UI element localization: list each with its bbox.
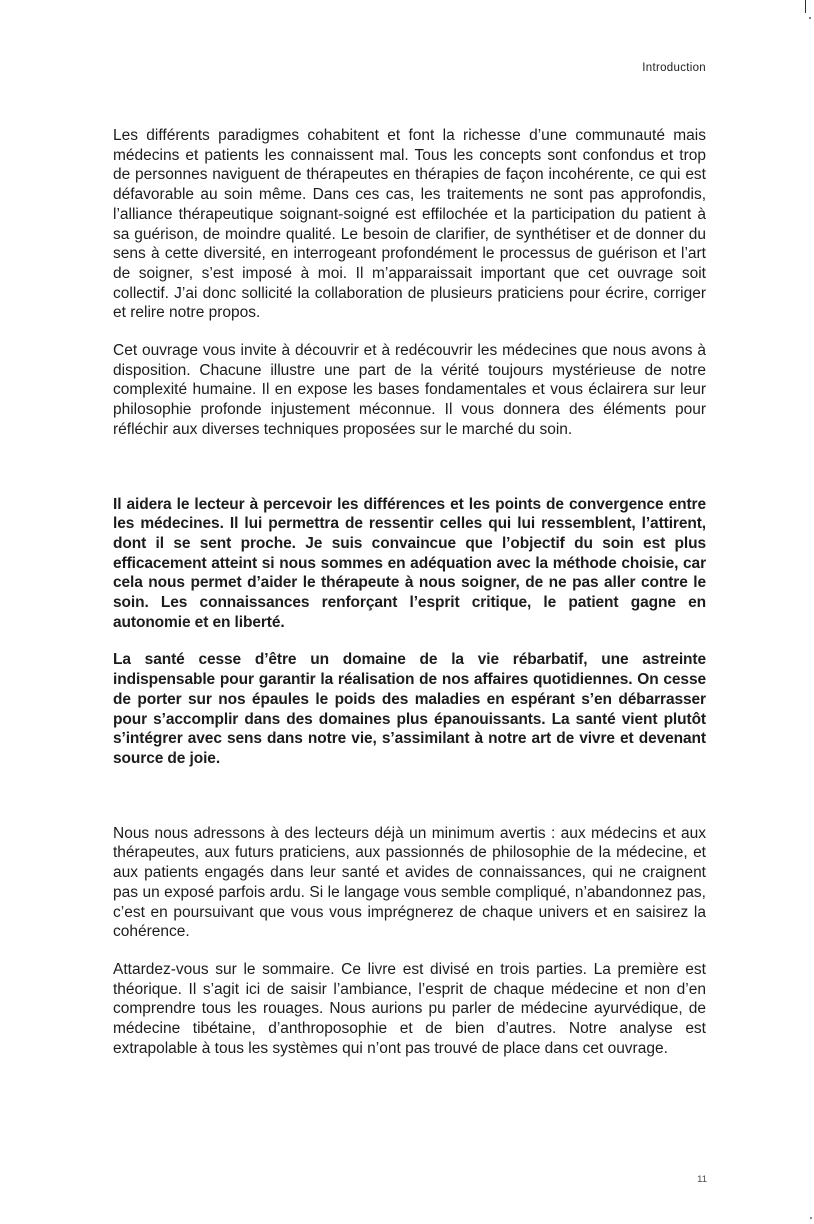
crop-mark (805, 0, 806, 13)
body-paragraph: Attardez-vous sur le sommaire. Ce livre est divisé en trois parties. La première est théorique. Il s’agit ici de saisir l’ambiance, l’esprit de chaque médecine et non d’en comprendre tous les rouages. Nous aurions pu parler de médecine ayurvédique, de médecine tibétaine, d’anthroposophie et de bien d’autres. Notre analyse est extrapolable à tous les systèmes qui n’ont pas trouvé de place dans cet ouvrage. (113, 960, 706, 1057)
crop-mark (809, 17, 811, 19)
body-paragraph: Nous nous adressons à des lecteurs déjà un minimum avertis : aux médecins et aux thérapeutes, aux futurs praticiens, aux passionnés de philosophie de la médecine, et aux patients engagés dans leur santé et avides de connaissances, qui ne craignent pas un exposé parfois ardu. Si le langage vous semble compliqué, n’abandonnez pas, c’est en poursuivant que vous vous imprégnerez de chaque univers et en saisirez la cohérence. (113, 824, 706, 941)
body-paragraph: Les différents paradigmes cohabitent et font la richesse d’une communauté mais médecins et patients les connaissent mal. Tous les concepts sont confondus et trop de personnes naviguent de thérapeutes en thérapies de façon incohérente, ce qui est défavorable au soin même. Dans ces cas, les traitements ne sont pas approfondis, l’alliance thérapeutique soignant-soigné est effilochée et la participation du patient à sa guérison, de moindre qualité. Le besoin de clarifier, de synthétiser et de donner du sens à cette diversité, en interrogeant profondément le processus de guérison et l’art de soigner, s’est imposé à moi. Il m’apparaissait important que cet ouvrage soit collectif. J’ai donc sollicité la collaboration de plusieurs praticiens pour écrire, corriger et relire notre propos. (113, 127, 706, 322)
body-paragraph-emphasis: La santé cesse d’être un domaine de la vie rébarbatif, une astreinte indispensable pour garantir la réalisation de nos affaires quotidiennes. On cesse de porter sur nos épaules le poids des maladies en espérant s’en débarrasser pour s’accomplir dans des domaines plus épanouissants. La santé vient plutôt s’intégrer avec sens dans notre vie, s’assimilant à notre art de vivre et devenant source de joie. (113, 651, 706, 767)
body-paragraph-emphasis: Il aidera le lecteur à percevoir les différences et les points de convergence entre les médecines. Il lui permettra de ressentir celles qui lui ressemblent, l’attirent, dont il se sent proche. Je suis convaincue que l’objectif du soin est plus efficacement atteint si nous sommes en adéquation avec la méthode choisie, car cela nous permet d’aider le thérapeute à nous soigner, de ne pas aller contre le soin. Les connaissances renforçant l’esprit critique, le patient gagne en autonomie et en liberté. (113, 495, 706, 631)
crop-mark (810, 1217, 812, 1219)
body-text-block (113, 126, 706, 1076)
running-header: Introduction (642, 62, 706, 74)
page-number: 11 (697, 1174, 707, 1185)
body-paragraph: Cet ouvrage vous invite à découvrir et à redécouvrir les médecines que nous avons à disposition. Chacune illustre une part de la vérité toujours mystérieuse de notre complexité humaine. Il en expose les bases fondamentales et vous éclairera sur leur philosophie profonde injustement méconnue. Il vous donnera des éléments pour réfléchir aux diverses techniques proposées sur le marché du soin. (113, 342, 706, 438)
